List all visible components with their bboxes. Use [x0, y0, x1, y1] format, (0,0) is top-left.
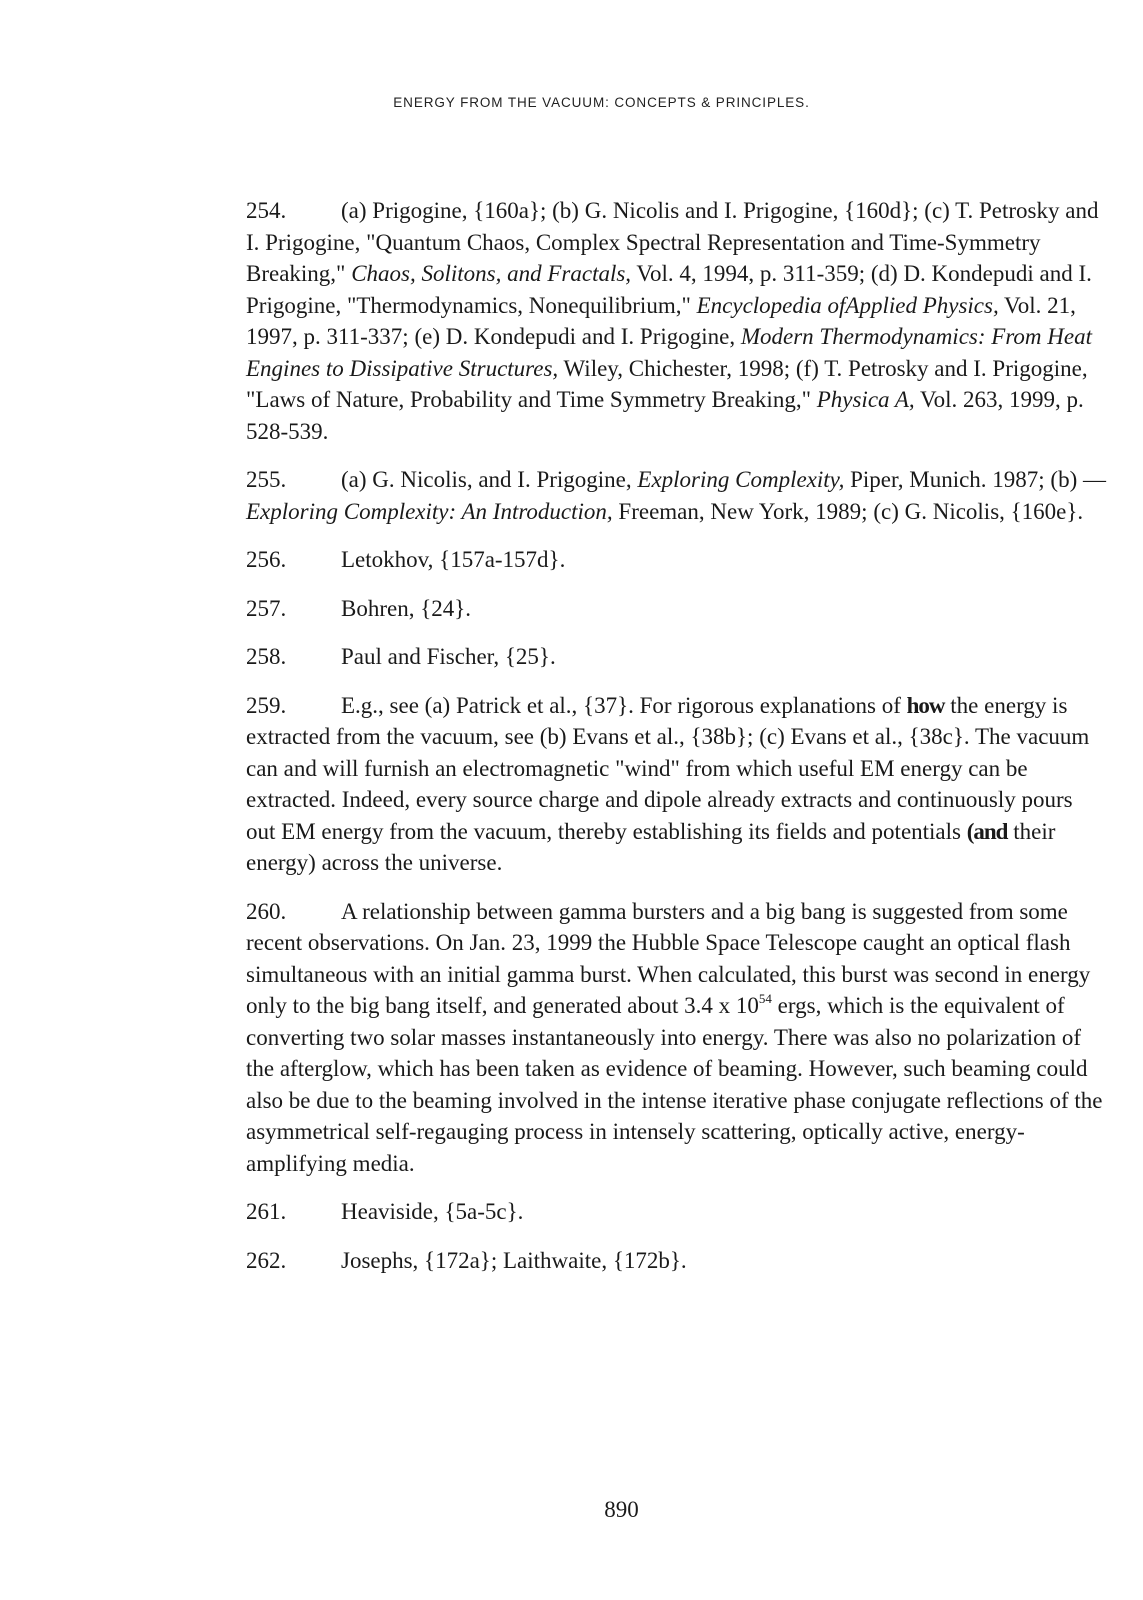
- note-text: Heaviside, {5a-5c}.: [341, 1199, 524, 1224]
- note-number: 259.: [246, 692, 287, 718]
- note-italic-title: Exploring Complexity,: [637, 467, 845, 492]
- endnote-254: [246, 195, 1106, 447]
- note-text: Wiley, Chichester, 1998; (f) T. Petrosky and I. Prigogine, "Laws of Nature, Probability and Time Symmetry Breaking,": [246, 355, 1088, 412]
- note-italic-title: Encyclopedia ofApplied Physics,: [696, 292, 999, 318]
- note-text: Bohren, {24}.: [341, 595, 472, 621]
- note-text: Vol. 21, 1997, p. 311-337; (e) D. Kondepudi and I. Prigogine,: [246, 292, 1076, 349]
- endnotes-list: [246, 195, 1106, 1293]
- note-number: 261.: [246, 1199, 287, 1224]
- note-text: E.g., see (a) Patrick et al., {37}. For rigorous explanations of: [341, 692, 907, 718]
- note-text: A relationship between gamma bursters and a big bang is suggested from some recent observations. On Jan. 23, 1999 the Hubble Space Telescope caught an optical flash simultaneous with an initial gamma burst. When calculated, this burst was second in energy only to the big bang itself, and generated about 3.4 x 10: [246, 898, 1091, 1018]
- note-text: (a) G. Nicolis, and I. Prigogine,: [341, 467, 638, 492]
- note-text: Josephs, {172a}; Laithwaite, {172b}.: [341, 1247, 687, 1273]
- note-italic-title: Modern Thermodynamics: From Heat Engines to Dissipative Structures,: [246, 324, 1092, 381]
- note-text: Piper, Munich. 1987; (b) —: [844, 467, 1106, 492]
- note-number: 255.: [246, 467, 287, 492]
- endnote-257: [246, 593, 1106, 625]
- endnote-259: [246, 690, 1106, 879]
- endnote-260: [246, 896, 1106, 1180]
- page-number: 890: [604, 1497, 639, 1522]
- endnote-258: [246, 641, 1106, 673]
- endnote-262: [246, 1245, 1106, 1277]
- note-italic-title: Exploring Complexity: An Introduction,: [246, 498, 613, 524]
- note-text: their energy) across the universe.: [246, 818, 1056, 875]
- running-head: ENERGY FROM THE VACUUM: CONCEPTS & PRINCIPLES.: [393, 95, 810, 110]
- note-bold-word: (and: [966, 818, 1008, 844]
- note-number: 254.: [246, 198, 287, 223]
- note-text: (a) Prigogine, {160a}; (b) G. Nicolis and I. Prigogine, {160d}; (c) T. Petrosky and I. Prigogine, "Quantum Chaos, Complex Spectral Representation and Time-Symmetry Breaking,": [246, 198, 1099, 286]
- note-italic-title: Physica A,: [816, 387, 915, 412]
- note-number: 260.: [246, 898, 287, 924]
- endnote-256: [246, 544, 1106, 576]
- note-text: Vol. 4, 1994, p. 311-359; (d) D. Kondepudi and I. Prigogine, "Thermodynamics, Nonequilibrium,": [246, 261, 1092, 318]
- note-text: Freeman, New York, 1989; (c) G. Nicolis, {160e}.: [612, 498, 1084, 524]
- note-number: 256.: [246, 547, 287, 572]
- note-number: 257.: [246, 595, 287, 621]
- endnote-261: [246, 1196, 1106, 1228]
- note-number: 258.: [246, 644, 287, 669]
- note-text: the energy is extracted from the vacuum, see (b) Evans et al., {38b}; (c) Evans et al., {38c}. The vacuum can and will furnish an electromagnetic "wind" from which useful EM energy can be extracted. Indeed, every source charge and dipole already extracts and continuously pours out EM energy from the vacuum, thereby establishing its fields and potentials: [246, 692, 1090, 844]
- note-text: ergs, which is the equivalent of converting two solar masses instantaneously into energy. There was also no polarization of the afterglow, which has been taken as evidence of beaming. However, such beaming could also be due to the beaming involved in the intense iterative phase conjugate reflections of the asymmetrical self-regauging process in intensely scattering, optically active, energy-amplifying media.: [246, 993, 1103, 1176]
- note-text: Vol. 263, 1999, p. 528-539.: [246, 387, 1084, 444]
- note-number: 262.: [246, 1247, 287, 1273]
- note-text: Letokhov, {157a-157d}.: [341, 547, 566, 572]
- note-text: Paul and Fischer, {25}.: [341, 644, 556, 669]
- endnote-255: [246, 464, 1106, 527]
- note-italic-title: Chaos, Solitons, and Fractals,: [351, 261, 632, 286]
- exponent: 54: [758, 991, 772, 1006]
- note-bold-word: how: [906, 692, 945, 718]
